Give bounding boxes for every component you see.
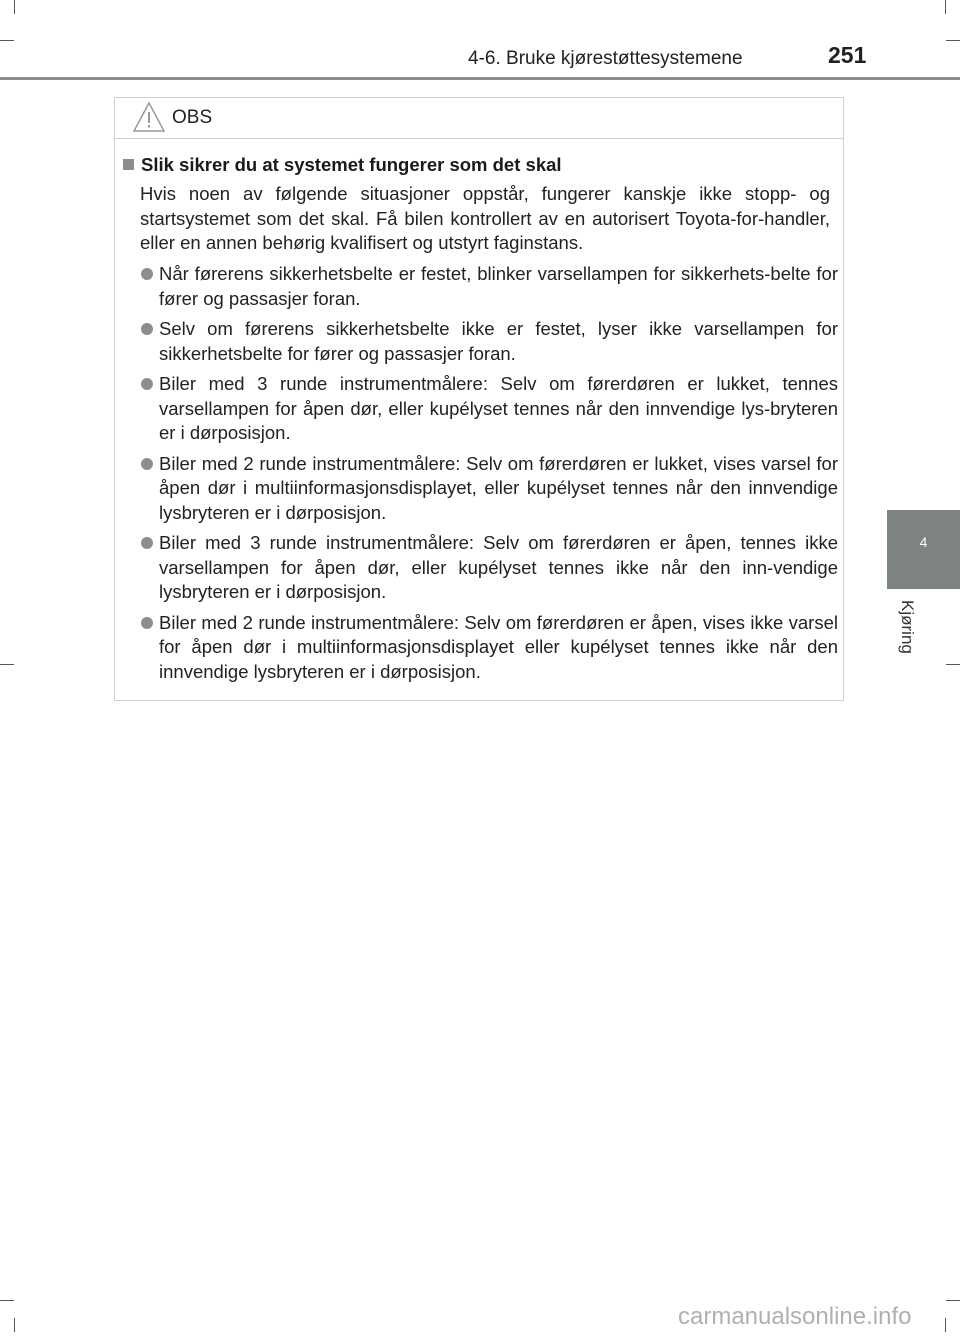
bullet-dot-icon <box>141 378 153 390</box>
crop-mark <box>945 0 946 14</box>
list-item <box>140 452 838 526</box>
bullet-list <box>140 262 838 690</box>
crop-mark <box>0 664 14 665</box>
page-number: 251 <box>828 42 867 68</box>
crop-mark <box>0 1300 14 1301</box>
caution-header <box>115 98 843 139</box>
list-item-text: Selv om førerens sikkerhetsbelte ikke er festet, lyser ikke varsellampen for sikkerhetsbelte for fører og passasjer foran. <box>159 318 838 364</box>
list-item-text: Biler med 3 runde instrumentmålere: Selv om førerdøren er lukket, tennes varsellampen for åpen dør, eller kupélyset tennes når den innvendige lys-bryteren er i dørposisjon. <box>159 373 838 443</box>
crop-mark <box>0 40 14 41</box>
caution-heading <box>123 154 562 176</box>
crop-mark <box>14 1318 15 1332</box>
list-item <box>140 611 838 685</box>
chapter-tab[interactable] <box>887 510 960 589</box>
list-item <box>140 372 838 446</box>
crop-mark <box>946 664 960 665</box>
bullet-dot-icon <box>141 323 153 335</box>
chapter-number: 4 <box>919 534 928 550</box>
list-item <box>140 317 838 366</box>
caution-box <box>114 97 844 701</box>
crop-mark <box>14 0 15 14</box>
caution-intro: Hvis noen av følgende situasjoner oppstår, fungerer kanskje ikke stopp- og startsystemet som det skal. Få bilen kontrollert av en autorisert Toyota-for-handler, eller en annen behørig kvalifisert og utstyrt faginstans. <box>140 183 830 253</box>
bullet-dot-icon <box>141 458 153 470</box>
section-title: 4-6. Bruke kjørestøttesystemene <box>468 48 743 69</box>
warning-triangle-icon <box>132 100 166 134</box>
list-item-text: Biler med 3 runde instrumentmålere: Selv om førerdøren er åpen, tennes ikke varsellampen for åpen dør, eller kupélyset tennes ikke når den inn-vendige lysbryteren er i dørposisjon. <box>159 532 838 602</box>
list-item-text: Når førerens sikkerhetsbelte er festet, blinker varsellampen for sikkerhets-belte for fører og passasjer foran. <box>159 263 838 309</box>
caution-label: OBS <box>172 107 213 128</box>
list-item <box>140 262 838 311</box>
watermark: carmanualsonline.info <box>678 1303 912 1330</box>
list-item <box>140 531 838 605</box>
caution-heading-text: Slik sikrer du at systemet fungerer som det skal <box>141 154 562 175</box>
crop-mark <box>945 1318 946 1332</box>
bullet-dot-icon <box>141 537 153 549</box>
list-item-text: Biler med 2 runde instrumentmålere: Selv om førerdøren er åpen, vises ikke varsel for åpen dør i multiinformasjonsdisplayet eller kupélyset tennes ikke når den innvendige lysbryteren er i dørposisjon. <box>159 611 838 682</box>
crop-mark <box>946 1300 960 1301</box>
bullet-dot-icon <box>141 617 153 629</box>
list-item-text: Biler med 2 runde instrumentmålere: Selv om førerdøren er lukket, vises varsel for åpen dør i multiinformasjonsdisplayet, eller kupélyset tennes når den innvendige lysbryteren er i dørposisjon. <box>159 452 838 523</box>
chapter-label: Kjøring <box>898 600 917 654</box>
square-bullet-icon <box>123 159 134 170</box>
crop-mark <box>946 40 960 41</box>
bullet-dot-icon <box>141 268 153 280</box>
header-divider <box>0 77 960 80</box>
